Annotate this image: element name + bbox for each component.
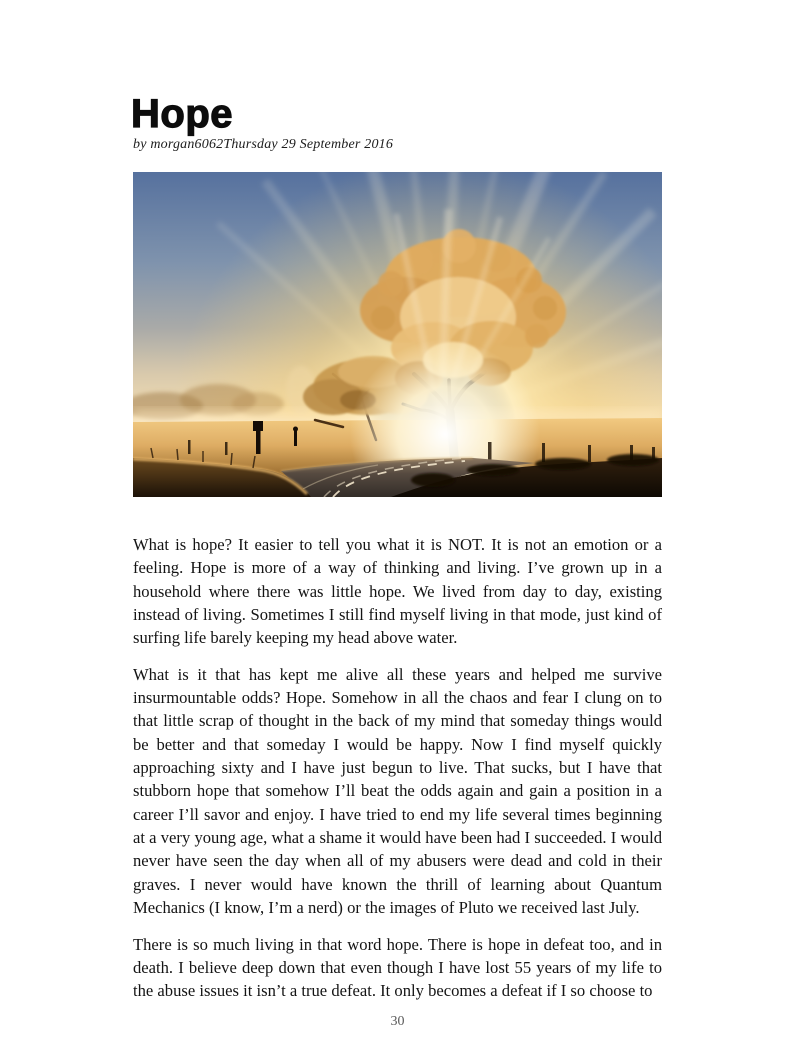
page-number: 30	[390, 1014, 405, 1029]
article-title: Hope	[131, 92, 233, 136]
article-body	[133, 533, 662, 1016]
paragraph-2: What is it that has kept me alive all these years and helped me survive insurmountable odds? Hope. Somehow in all the chaos and fear I clung on to that little scrap of thought in the back of my mind that someday things would be better and that someday I would be happy. Now I find myself quickly approaching sixty and I have just begun to live. That sucks, but I have that stubborn hope that somehow I’ll beat the odds again and gain a position in a career I’ll savor and enjoy. I have tried to end my life several times beginning at a very young age, what a shame it would have been had I succeeded. I would never have seen the day when all of my abusers were dead and cold in their graves. I never would have known the thrill of learning about Quantum Mechanics (I know, I’m a nerd) or the images of Pluto we received last July.	[133, 664, 662, 918]
sunrise-tree-road-photo	[133, 172, 662, 497]
article-byline: by morgan6062Thursday 29 September 2016	[133, 137, 394, 152]
hero-photo	[133, 172, 662, 497]
paragraph-3: There is so much living in that word hope. There is hope in defeat too, and in death. I believe deep down that even though I have lost 55 years of my life to the abuse issues it isn’t a true defeat. It only becomes a defeat if I so choose to	[133, 934, 662, 1001]
paragraph-1: What is hope? It easier to tell you what it is NOT. It is not an emotion or a feeling. Hope is more of a way of thinking and living. I’ve grown up in a household where there was little hope. We lived from day to day, existing instead of living. Sometimes I still find myself living in that mode, just kind of surfing life barely keeping my head above water.	[133, 535, 662, 648]
